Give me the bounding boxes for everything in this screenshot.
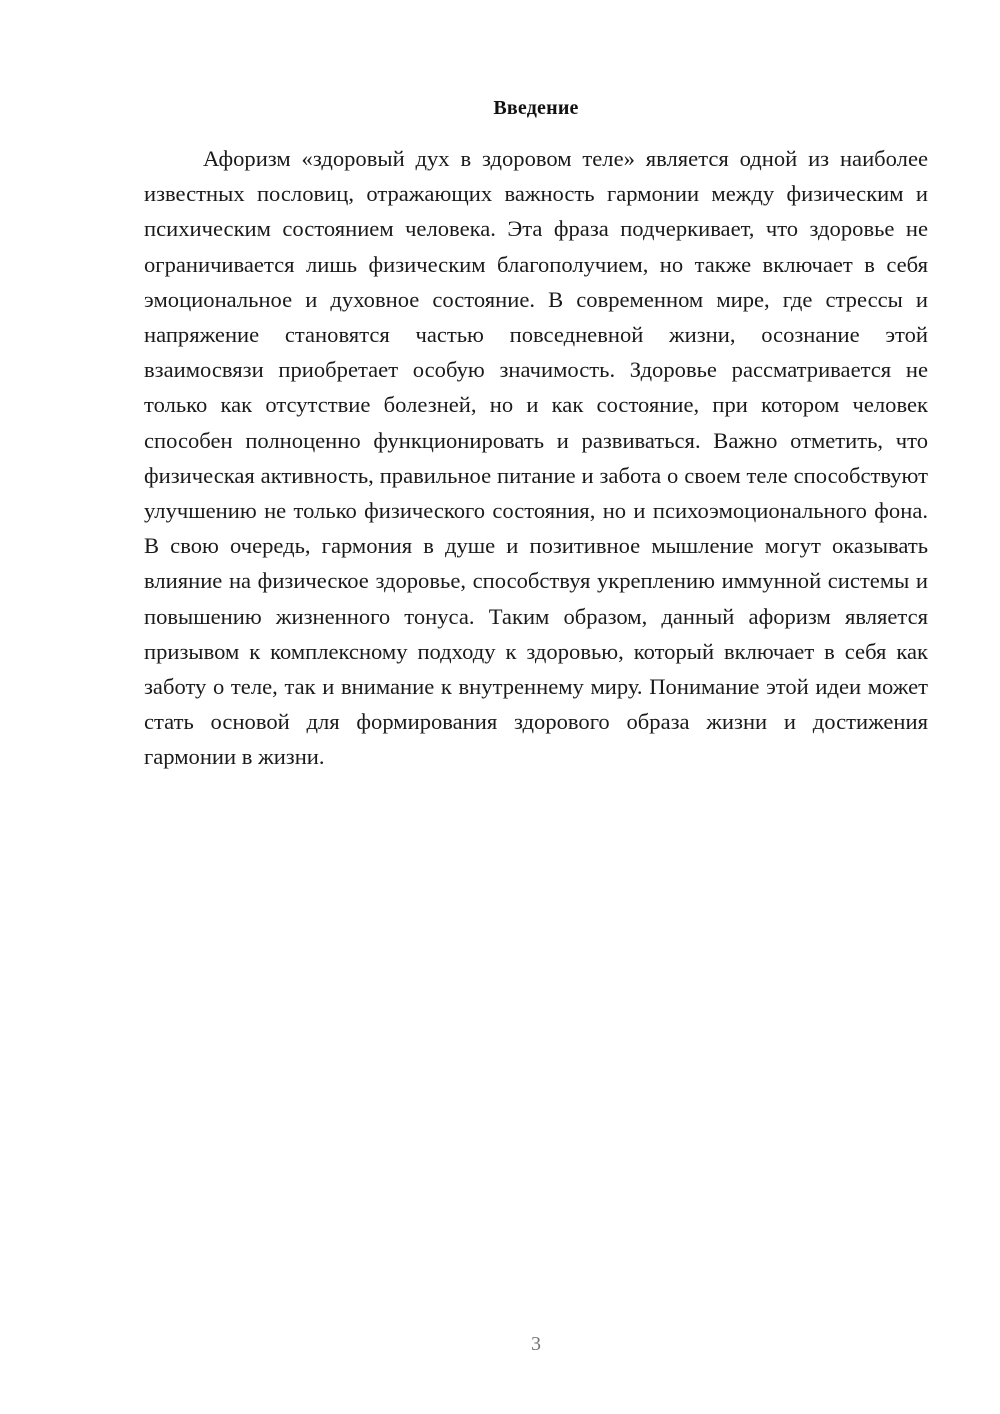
page-number: 3 xyxy=(531,1333,541,1355)
section-heading: Введение xyxy=(493,97,579,119)
body-paragraph: Афоризм «здоровый дух в здоровом теле» является одной из наиболее известных пословиц, отражающих важность гармонии между физическим и психическим состоянием человека. Эта фраза подчеркивает, что здоровье не ограничивается лишь физическим благополучием, но также включает в себя эмоциональное и духовное состояние. В современном мире, где стрессы и напряжение становятся частью повседневной жизни, осознание этой взаимосвязи приобретает особую значимость. Здоровье рассматривается не только как отсутствие болезней, но и как состояние, при котором человек способен полноценно функционировать и развиваться. Важно отметить, что физическая активность, правильное питание и забота о своем теле способствуют улучшению не только физического состояния, но и психоэмоционального фона. В свою очередь, гармония в душе и позитивное мышление могут оказывать влияние на физическое здоровье, способствуя укреплению иммунной системы и повышению жизненного тонуса. Таким образом, данный афоризм является призывом к комплексному подходу к здоровью, который включает в себя как заботу о теле, так и внимание к внутреннему миру. Понимание этой идеи может стать основой для формирования здорового образа жизни и достижения гармонии в жизни. xyxy=(144,146,928,770)
